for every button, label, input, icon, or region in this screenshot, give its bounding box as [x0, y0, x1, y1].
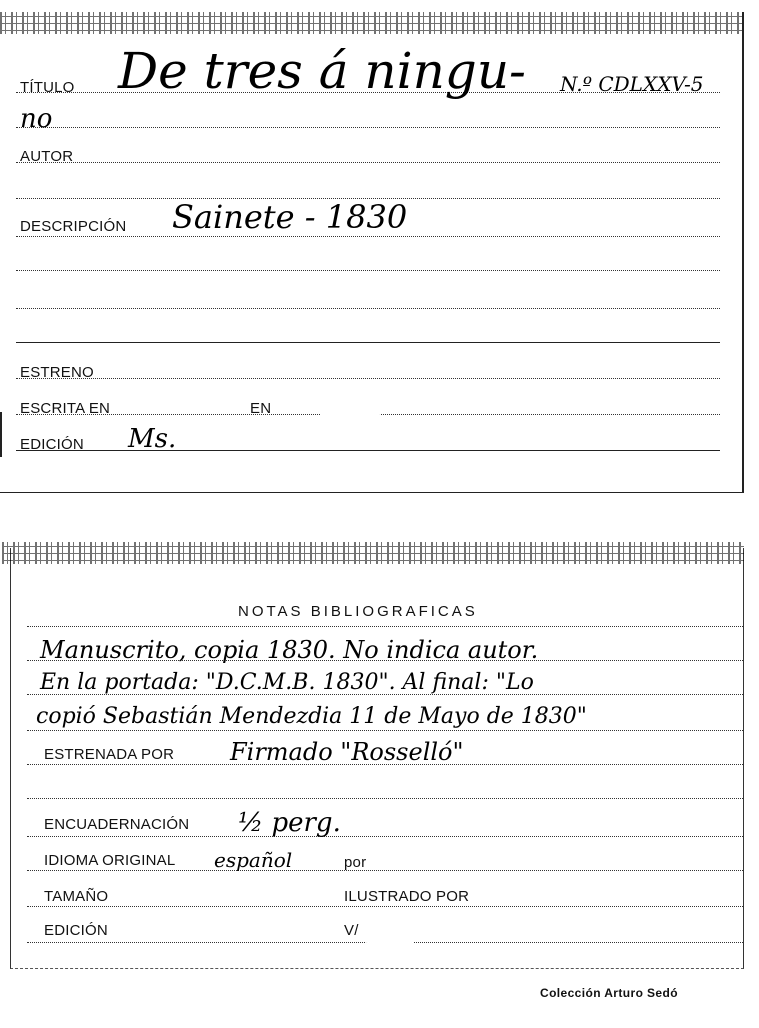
idioma-original-label: IDIOMA ORIGINAL: [44, 852, 176, 869]
notas-heading: NOTAS BIBLIOGRAFICAS: [238, 603, 478, 620]
va-label: V/: [344, 922, 359, 939]
edicion-label-bottom: EDICIÓN: [44, 922, 108, 939]
tamano-label: TAMAÑO: [44, 888, 109, 905]
paper-blemish-bottom: [366, 920, 414, 968]
nota-line-3: copió Sebastián Mendezdia 11 de Mayo de 1830": [36, 704, 587, 729]
idioma-handwriting: español: [214, 848, 293, 872]
nota-line-2: En la portada: "D.C.M.B. 1830". Al final: "Lo: [40, 670, 534, 695]
nota-line-1: Manuscrito, copia 1830. No indica autor.: [40, 636, 539, 664]
encuadernacion-label: ENCUADERNACIÓN: [44, 816, 190, 833]
estrenada-por-handwriting: Firmado "Rosselló": [230, 738, 464, 766]
autor-label: AUTOR: [20, 148, 74, 165]
edicion-handwriting: Ms.: [128, 424, 177, 454]
en-label: EN: [250, 400, 272, 417]
card-torn-edge-bottom: [2, 542, 744, 564]
por-label: por: [344, 854, 367, 871]
card-torn-edge: [0, 12, 742, 34]
titulo-handwriting: De tres á ningu-: [118, 42, 526, 100]
estreno-label: ESTRENO: [20, 364, 94, 381]
edicion-label-top: EDICIÓN: [20, 436, 84, 453]
titulo-label: TÍTULO: [20, 79, 75, 96]
titulo-handwriting-continued: no: [20, 104, 53, 134]
collection-footer: Colección Arturo Sedó: [540, 986, 678, 1000]
descripcion-label: DESCRIPCIÓN: [20, 218, 127, 235]
catalog-number: N.º CDLXXV-5: [560, 72, 704, 96]
encuadernacion-handwriting: ½ perg.: [238, 808, 341, 838]
paper-blemish: [320, 398, 380, 430]
escrita-en-label: ESCRITA EN: [20, 400, 111, 417]
ilustrado-por-label: ILUSTRADO POR: [344, 888, 470, 905]
descripcion-handwriting: Sainete - 1830: [172, 198, 408, 236]
estrenada-por-label: ESTRENADA POR: [44, 746, 175, 763]
